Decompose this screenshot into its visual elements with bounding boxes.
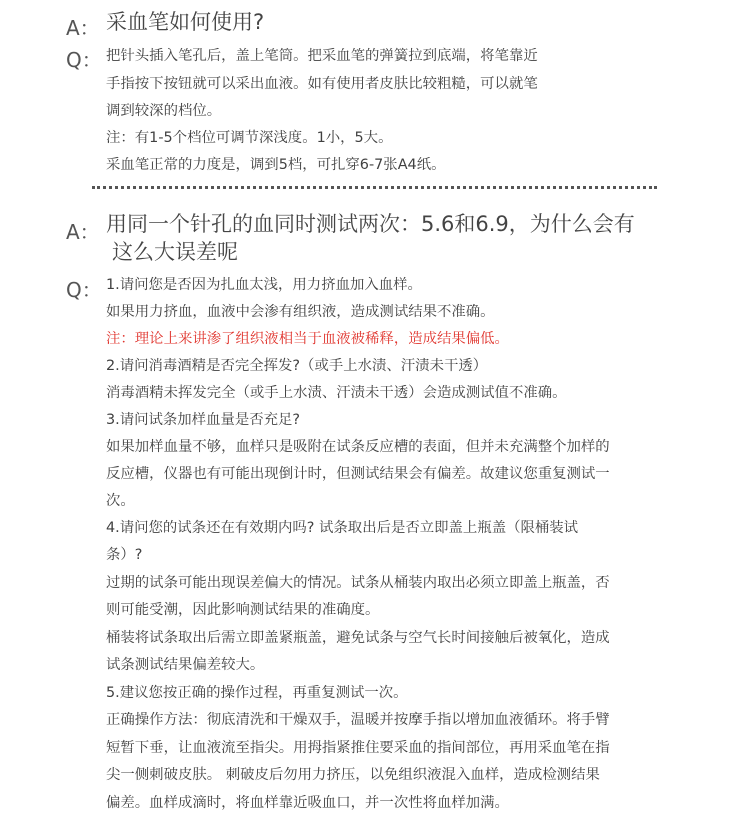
- body-line: 反应槽，仪器也有可能出现倒计时，但测试结果会有偏差。故建议您重复测试一: [106, 466, 610, 482]
- question-marker: Q：: [66, 278, 102, 302]
- body-line: 如果用力挤血，血液中会渗有组织液，造成测试结果不准确。: [106, 304, 495, 320]
- body-line: 1.请问您是否因为扎血太浅，用力挤血加入血样。: [106, 277, 422, 293]
- red-note-line: 注：理论上来讲渗了组织液相当于血液被稀释，造成结果偏低。: [106, 331, 509, 347]
- body-line: 3.请问试条加样血量是否充足?: [106, 412, 301, 428]
- body-line: 尖一侧刺破皮肤。 刺破皮后勿用力挤压，以免组织液混入血样，造成检测结果: [106, 767, 600, 783]
- body-line: 短暂下垂，让血液流至指尖。用拇指紧推住要采血的指间部位，再用采血笔在指: [106, 740, 610, 756]
- note-line: 注：有1-5个档位可调节深浅度。1小，5大。: [106, 130, 393, 146]
- body-line: 2.请问消毒酒精是否完全挥发?（或手上水渍、汗渍未干透）: [106, 358, 488, 374]
- body-line: 则可能受潮，因此影响测试结果的准确度。: [106, 602, 380, 618]
- body-line: 条）?: [106, 547, 143, 563]
- body-line: 把针头插入笔孔后，盖上笔筒。把采血笔的弹簧拉到底端，将笔靠近: [106, 48, 538, 64]
- answer-marker: A：: [66, 220, 100, 244]
- body-line: 偏差。血样成滴时，将血样靠近吸血口，并一次性将血样加满。: [106, 795, 509, 811]
- dotted-divider: [92, 186, 657, 189]
- question-title-continued: 这么大误差呢: [112, 240, 238, 264]
- body-line: 5.建议您按正确的操作过程，再重复测试一次。: [106, 685, 408, 701]
- body-line: 试条测试结果偏差较大。: [106, 657, 265, 673]
- answer-marker: A：: [66, 16, 100, 40]
- body-line: 4.请问您的试条还在有效期内吗? 试条取出后是否立即盖上瓶盖（限桶装试: [106, 520, 579, 536]
- body-line: 消毒酒精未挥发完全（或手上水渍、汗渍未干透）会造成测试值不准确。: [106, 385, 567, 401]
- body-line: 采血笔正常的力度是，调到5档，可扎穿6-7张A4纸。: [106, 157, 446, 173]
- body-line: 过期的试条可能出现误差偏大的情况。试条从桶装内取出必须立即盖上瓶盖，否: [106, 575, 610, 591]
- body-line: 次。: [106, 493, 135, 509]
- question-marker: Q：: [66, 48, 102, 72]
- body-line: 如果加样血量不够，血样只是吸附在试条反应槽的表面，但并未充满整个加样的: [106, 439, 610, 455]
- body-line: 手指按下按钮就可以采出血液。如有使用者皮肤比较粗糙，可以就笔: [106, 76, 538, 92]
- question-title: 用同一个针孔的血同时测试两次：5.6和6.9，为什么会有: [106, 212, 635, 236]
- body-line: 调到较深的档位。: [106, 103, 222, 119]
- body-line: 正确操作方法：彻底清洗和干燥双手，温暖并按摩手指以增加血液循环。将手臂: [106, 712, 610, 728]
- body-line: 桶装将试条取出后需立即盖紧瓶盖，避免试条与空气长时间接触后被氧化，造成: [106, 630, 610, 646]
- question-title: 采血笔如何使用?: [106, 10, 265, 34]
